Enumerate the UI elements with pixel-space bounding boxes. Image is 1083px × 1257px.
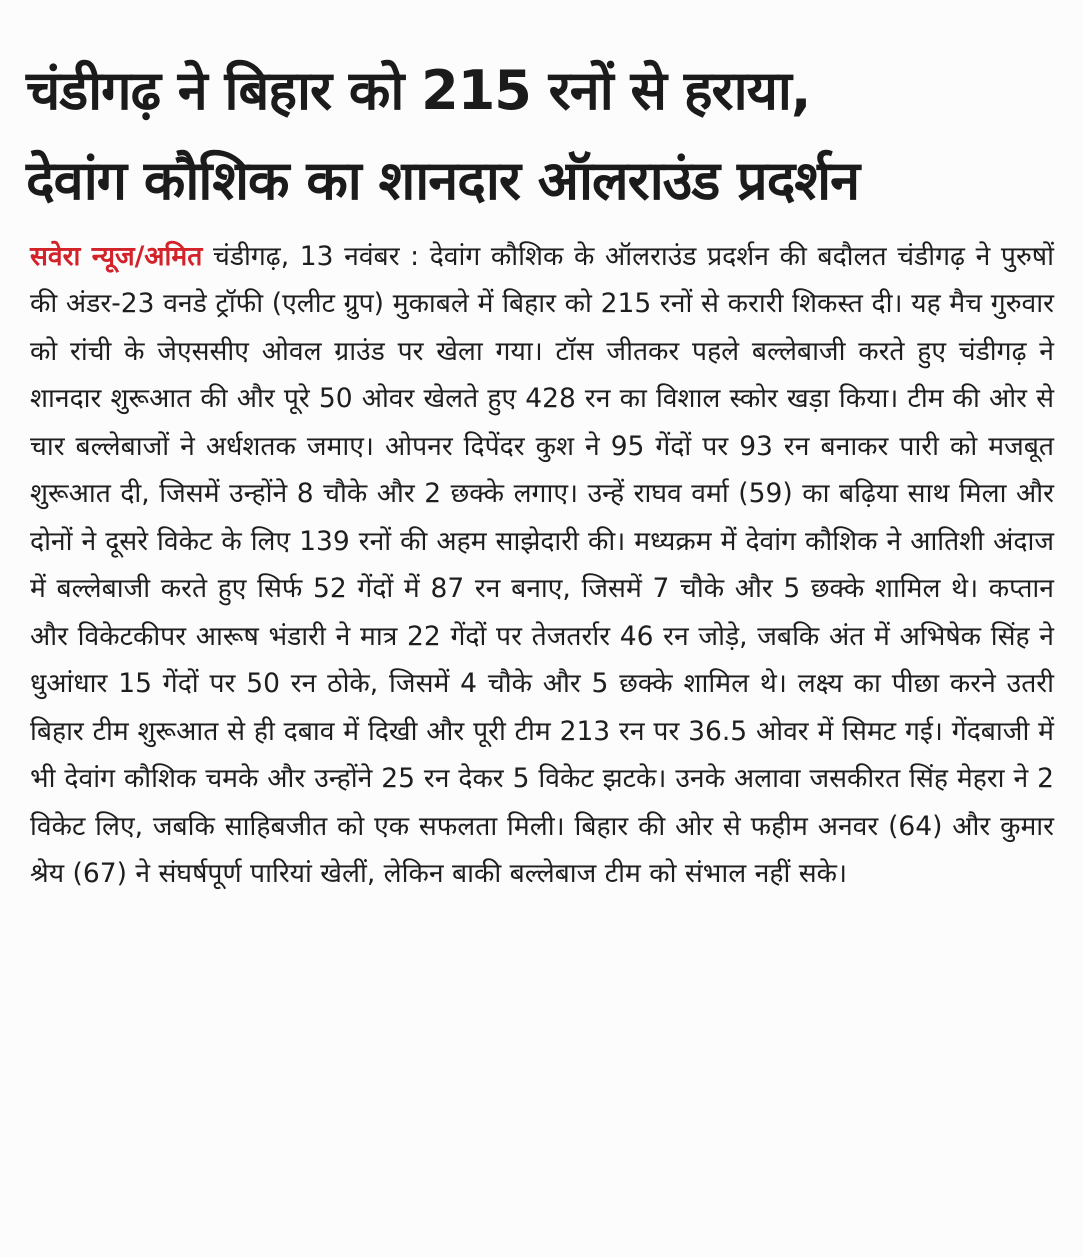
article-body-text: देवांग कौशिक के ऑलराउंड प्रदर्शन की बदौलत चंडीगढ़ ने पुरुषों की अंडर-23 वनडे ट्रॉफी (एलीट ग्रुप) मुकाबले में बिहार को 215 रनों से करारी शिकस्त दी। यह मैच गुरुवार को रांची के जेएससीए ओवल ग्राउंड पर खेला गया। टॉस जीतकर पहले बल्लेबाजी करते हुए चंडीगढ़ ने शानदार शुरूआत की और पूरे 50 ओवर खेलते हुए 428 रन का विशाल स्कोर खड़ा किया। टीम की ओर से चार बल्लेबाजों ने अर्धशतक जमाए। ओपनर दिपेंदर कुश ने 95 गेंदों पर 93 रन बनाकर पारी को मजबूत शुरूआत दी, जिसमें उन्होंने 8 चौके और 2 छक्के लगाए। उन्हें राघव वर्मा (59) का बढ़िया साथ मिला और दोनों ने दूसरे विकेट के लिए 139 रनों की अहम साझेदारी की। मध्यक्रम में देवांग कौशिक ने आतिशी अंदाज में बल्लेबाजी करते हुए सिर्फ 52 गेंदों में 87 रन बनाए, जिसमें 7 चौके और 5 छक्के शामिल थे। कप्तान और विकेटकीपर आरूष भंडारी ने मात्र 22 गेंदों पर तेजतर्रार 46 रन जोड़े, जबकि अंत में अभिषेक सिंह ने धुआंधार 15 गेंदों पर 50 रन ठोके, जिसमें 4 चौके और 5 छक्के शामिल थे। लक्ष्य का पीछा करने उतरी बिहार टीम शुरूआत से ही दबाव में दिखी और पूरी टीम 213 रन पर 36.5 ओवर में सिमट गई। गेंदबाजी में भी देवांग कौशिक चमके और उन्होंने 25 रन देकर 5 विकेट झटके। उनके अलावा जसकीरत सिंह मेहरा ने 2 विकेट लिए, जबकि साहिबजीत को एक सफलता मिली। बिहार की ओर से फहीम अनवर (64) और कुमार श्रेय (67) ने संघर्षपूर्ण पारियां खेलीं, लेकिन बाकी बल्लेबाज टीम को संभाल नहीं सके। <box>30 240 1054 889</box>
headline <box>26 46 1066 226</box>
headline-line-1: चंडीगढ़ ने बिहार को 215 रनों से हराया, <box>26 59 811 123</box>
headline-line-2: देवांग कौशिक का शानदार ऑलराउंड प्रदर्शन <box>26 149 860 213</box>
dateline: चंडीगढ़, 13 नवंबर : <box>202 240 430 272</box>
article-body <box>30 233 1054 898</box>
byline: सवेरा न्यूज/अमित <box>30 240 203 272</box>
